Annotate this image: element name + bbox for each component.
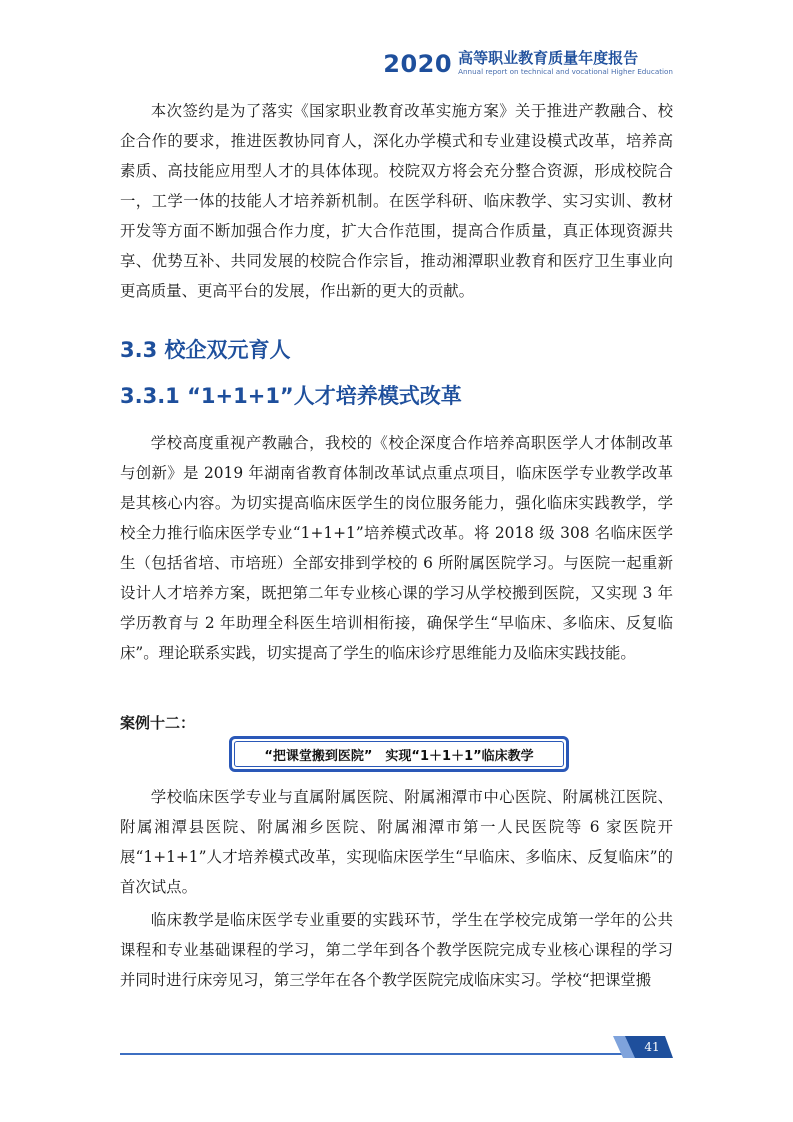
paragraph-2: 学校高度重视产教融合，我校的《校企深度合作培养高职医学人才体制改革与创新》是 2019 年湖南省教育体制改革试点重点项目，临床医学专业教学改革是其核心内容。为切实提高临床医学生的岗位服务能力，强化临床实践教学，学校全力推行临床医学专业“1+1+1”培养模式改革。将 2018 级 308 名临床医学生（包括省培、市培班）全部安排到学校的 6 所附属医院学习。与医院一起重新设计人才培养方案，既把第二年专业核心课的学习从学校搬到医院，又实现 3 年学历教育与 2 年助理全科医生培训相衔接，确保学生“早临床、多临床、反复临床”。理论联系实践，切实提高了学生的临床诊疗思维能力及临床实践技能。 bbox=[120, 434, 673, 662]
footer-rule bbox=[120, 1053, 632, 1055]
header-subtitle: Annual report on technical and vocational Higher Education bbox=[458, 67, 673, 76]
subsection-heading: 3.3.1 “1+1+1”人才培养模式改革 bbox=[120, 384, 462, 408]
paragraph-4: 临床教学是临床医学专业重要的实践环节，学生在学校完成第一学年的公共课程和专业基础课程的学习，第二学年到各个教学医院完成专业核心课程的学习并同时进行床旁见习，第三学年在各个教学医院完成临床实习。学校“把课堂搬 bbox=[120, 911, 673, 989]
header-title: 高等职业教育质量年度报告 bbox=[458, 49, 639, 67]
section-heading: 3.3 校企双元育人 bbox=[120, 338, 291, 362]
page-number: 41 bbox=[644, 1040, 660, 1054]
case-label: 案例十二： bbox=[120, 714, 196, 732]
paragraph-1-container bbox=[120, 96, 673, 306]
case-title-box bbox=[229, 736, 569, 772]
paragraph-4-container bbox=[120, 905, 673, 995]
case-title: “把课堂搬到医院” 实现“1＋1＋1”临床教学 bbox=[234, 741, 564, 767]
paragraph-1: 本次签约是为了落实《国家职业教育改革实施方案》关于推进产教融合、校企合作的要求，推进医教协同育人，深化办学模式和专业建设模式改革，培养高素质、高技能应用型人才的具体体现。校院双方将会充分整合资源，形成校院合一，工学一体的技能人才培养新机制。在医学科研、临床教学、实习实训、教材开发等方面不断加强合作力度，扩大合作范围，提高合作质量，真正体现资源共享、优势互补、共同发展的校院合作宗旨，推动湘潭职业教育和医疗卫生事业向更高质量、更高平台的发展，作出新的更大的贡献。 bbox=[120, 102, 673, 300]
page-header bbox=[383, 50, 673, 76]
paragraph-3-container bbox=[120, 782, 673, 902]
paragraph-2-container bbox=[120, 428, 673, 668]
paragraph-3: 学校临床医学专业与直属附属医院、附属湘潭市中心医院、附属桃江医院、附属湘潭县医院、附属湘乡医院、附属湘潭市第一人民医院等 6 家医院开展“1+1+1”人才培养模式改革，实现临床医学生“早临床、多临床、反复临床”的首次试点。 bbox=[120, 788, 673, 896]
header-year: 2020 bbox=[383, 50, 453, 78]
